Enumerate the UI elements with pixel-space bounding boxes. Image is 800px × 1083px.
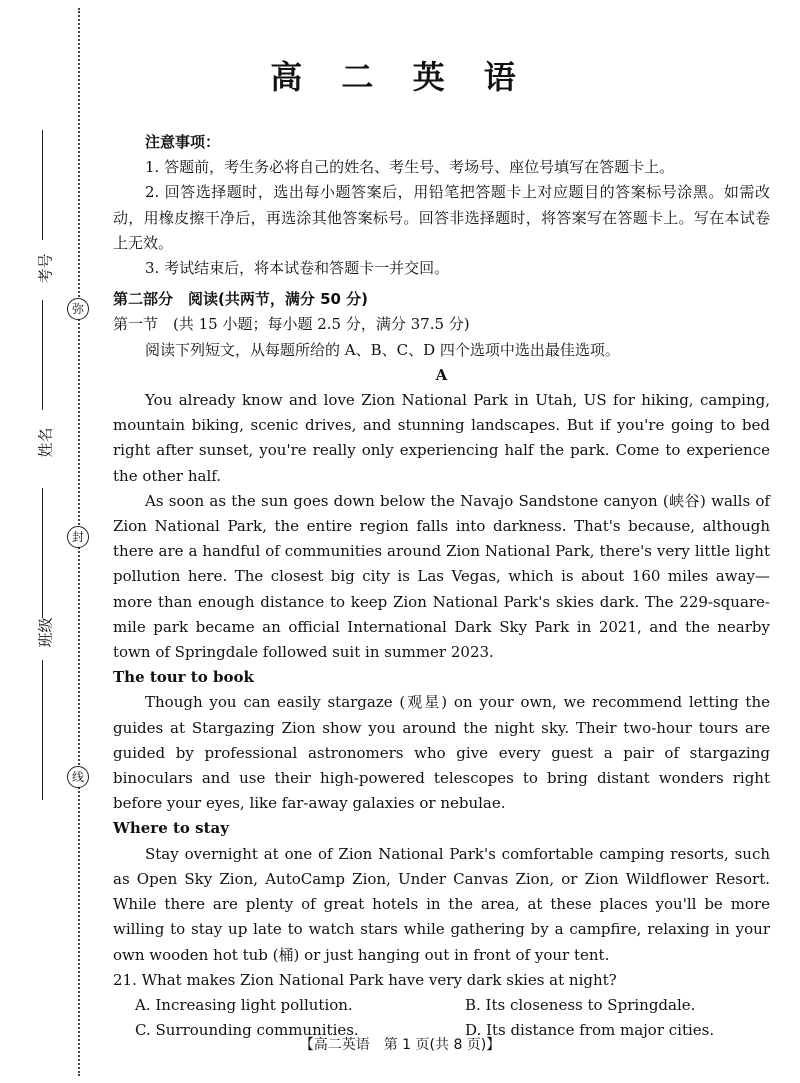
- option-d: D. Its distance from major cities.: [465, 1021, 715, 1040]
- class-label: 班级: [36, 617, 55, 648]
- tour-heading: The tour to book: [113, 668, 254, 687]
- stay-heading: Where to stay: [113, 819, 229, 838]
- section-instruction: 阅读下列短文，从每题所给的 A、B、C、D 四个选项中选出最佳选项。: [145, 340, 620, 359]
- passage-label: A: [435, 365, 448, 384]
- name-blank: [42, 300, 43, 410]
- seal-mark-xian: 线: [67, 766, 89, 788]
- passage-paragraph: You already know and love Zion National Park in Utah, US for hiking, camping, mountain biking, scenic drives, and stunning landscapes. But if you're going to bed right after sunset, you're really only experiencing half the park. Come to experience the other half.: [113, 391, 770, 485]
- passage-paragraph: As soon as the sun goes down below the Navajo Sandstone canyon (峡谷) walls of Zion National Park, the entire region falls into darkness. That's because, although there are a handful of communities around Zion National Park, there's very little light pollution here. The closest big city is Las Vegas, which is about 160 miles away—more than enough distance to keep Zion National Park's skies dark. The 229-square-mile park became an official International Dark Sky Park in 2021, and the nearby town of Springdale followed suit in summer 2023.: [113, 491, 770, 662]
- stay-paragraph: Stay overnight at one of Zion National Park's comfortable camping resorts, such as Open Sky Zion, AutoCamp Zion, Under Canvas Zion, or Zion Wildflower Resort. While there are plenty of great hotels in the area, at these places you'll be more willing to stay up late to watch stars while gathering by a campfire, relaxing in your own wooden hot tub (桶) or just hanging out in front of your tent.: [113, 844, 770, 964]
- page-footer: 【高二英语 第 1 页(共 8 页)】: [299, 1037, 501, 1053]
- class-blank-upper: [42, 488, 43, 618]
- part-heading: 第二部分 阅读(共两节，满分 50 分): [113, 290, 369, 309]
- notice-item: 2. 回答选择题时，选出每小题答案后，用铅笔把答题卡上对应题目的答案标号涂黑。如需改动，用橡皮擦干净后，再选涂其他答案标号。回答非选择题时，将答案写在答题卡上。写在本试卷上无效。: [113, 183, 770, 252]
- question-stem: 21. What makes Zion National Park have very dark skies at night?: [113, 970, 617, 989]
- exam-number-blank: [42, 130, 43, 240]
- seal-mark-mi: 弥: [67, 298, 89, 320]
- seal-mark-feng: 封: [67, 526, 89, 548]
- option-a: A. Increasing light pollution.: [135, 995, 353, 1014]
- exam-number-label: 考号: [36, 253, 55, 284]
- name-label: 姓名: [36, 427, 55, 458]
- exam-content: [113, 130, 770, 1043]
- option-b: B. Its closeness to Springdale.: [465, 995, 696, 1014]
- class-blank: [42, 660, 43, 800]
- notice-item: 3. 考试结束后，将本试卷和答题卡一并交回。: [145, 259, 450, 278]
- option-c: C. Surrounding communities.: [135, 1021, 359, 1040]
- tour-paragraph: Though you can easily stargaze (观星) on your own, we recommend letting the guides at Stargazing Zion show you around the night sky. Their two-hour tours are guided by professional astronomers who give every guest a pair of stargazing binoculars and use their high-powered telescopes to bring distant wonders right before your eyes, like far-away galaxies or nebulae.: [113, 693, 770, 813]
- notice-item: 1. 答题前，考生务必将自己的姓名、考生号、考场号、座位号填写在答题卡上。: [145, 158, 675, 177]
- section-heading: 第一节 (共 15 小题；每小题 2.5 分，满分 37.5 分): [113, 315, 470, 334]
- binding-margin: [0, 0, 110, 1083]
- notice-heading: 注意事项：: [145, 133, 221, 151]
- page-title: 高 二 英 语: [270, 58, 530, 96]
